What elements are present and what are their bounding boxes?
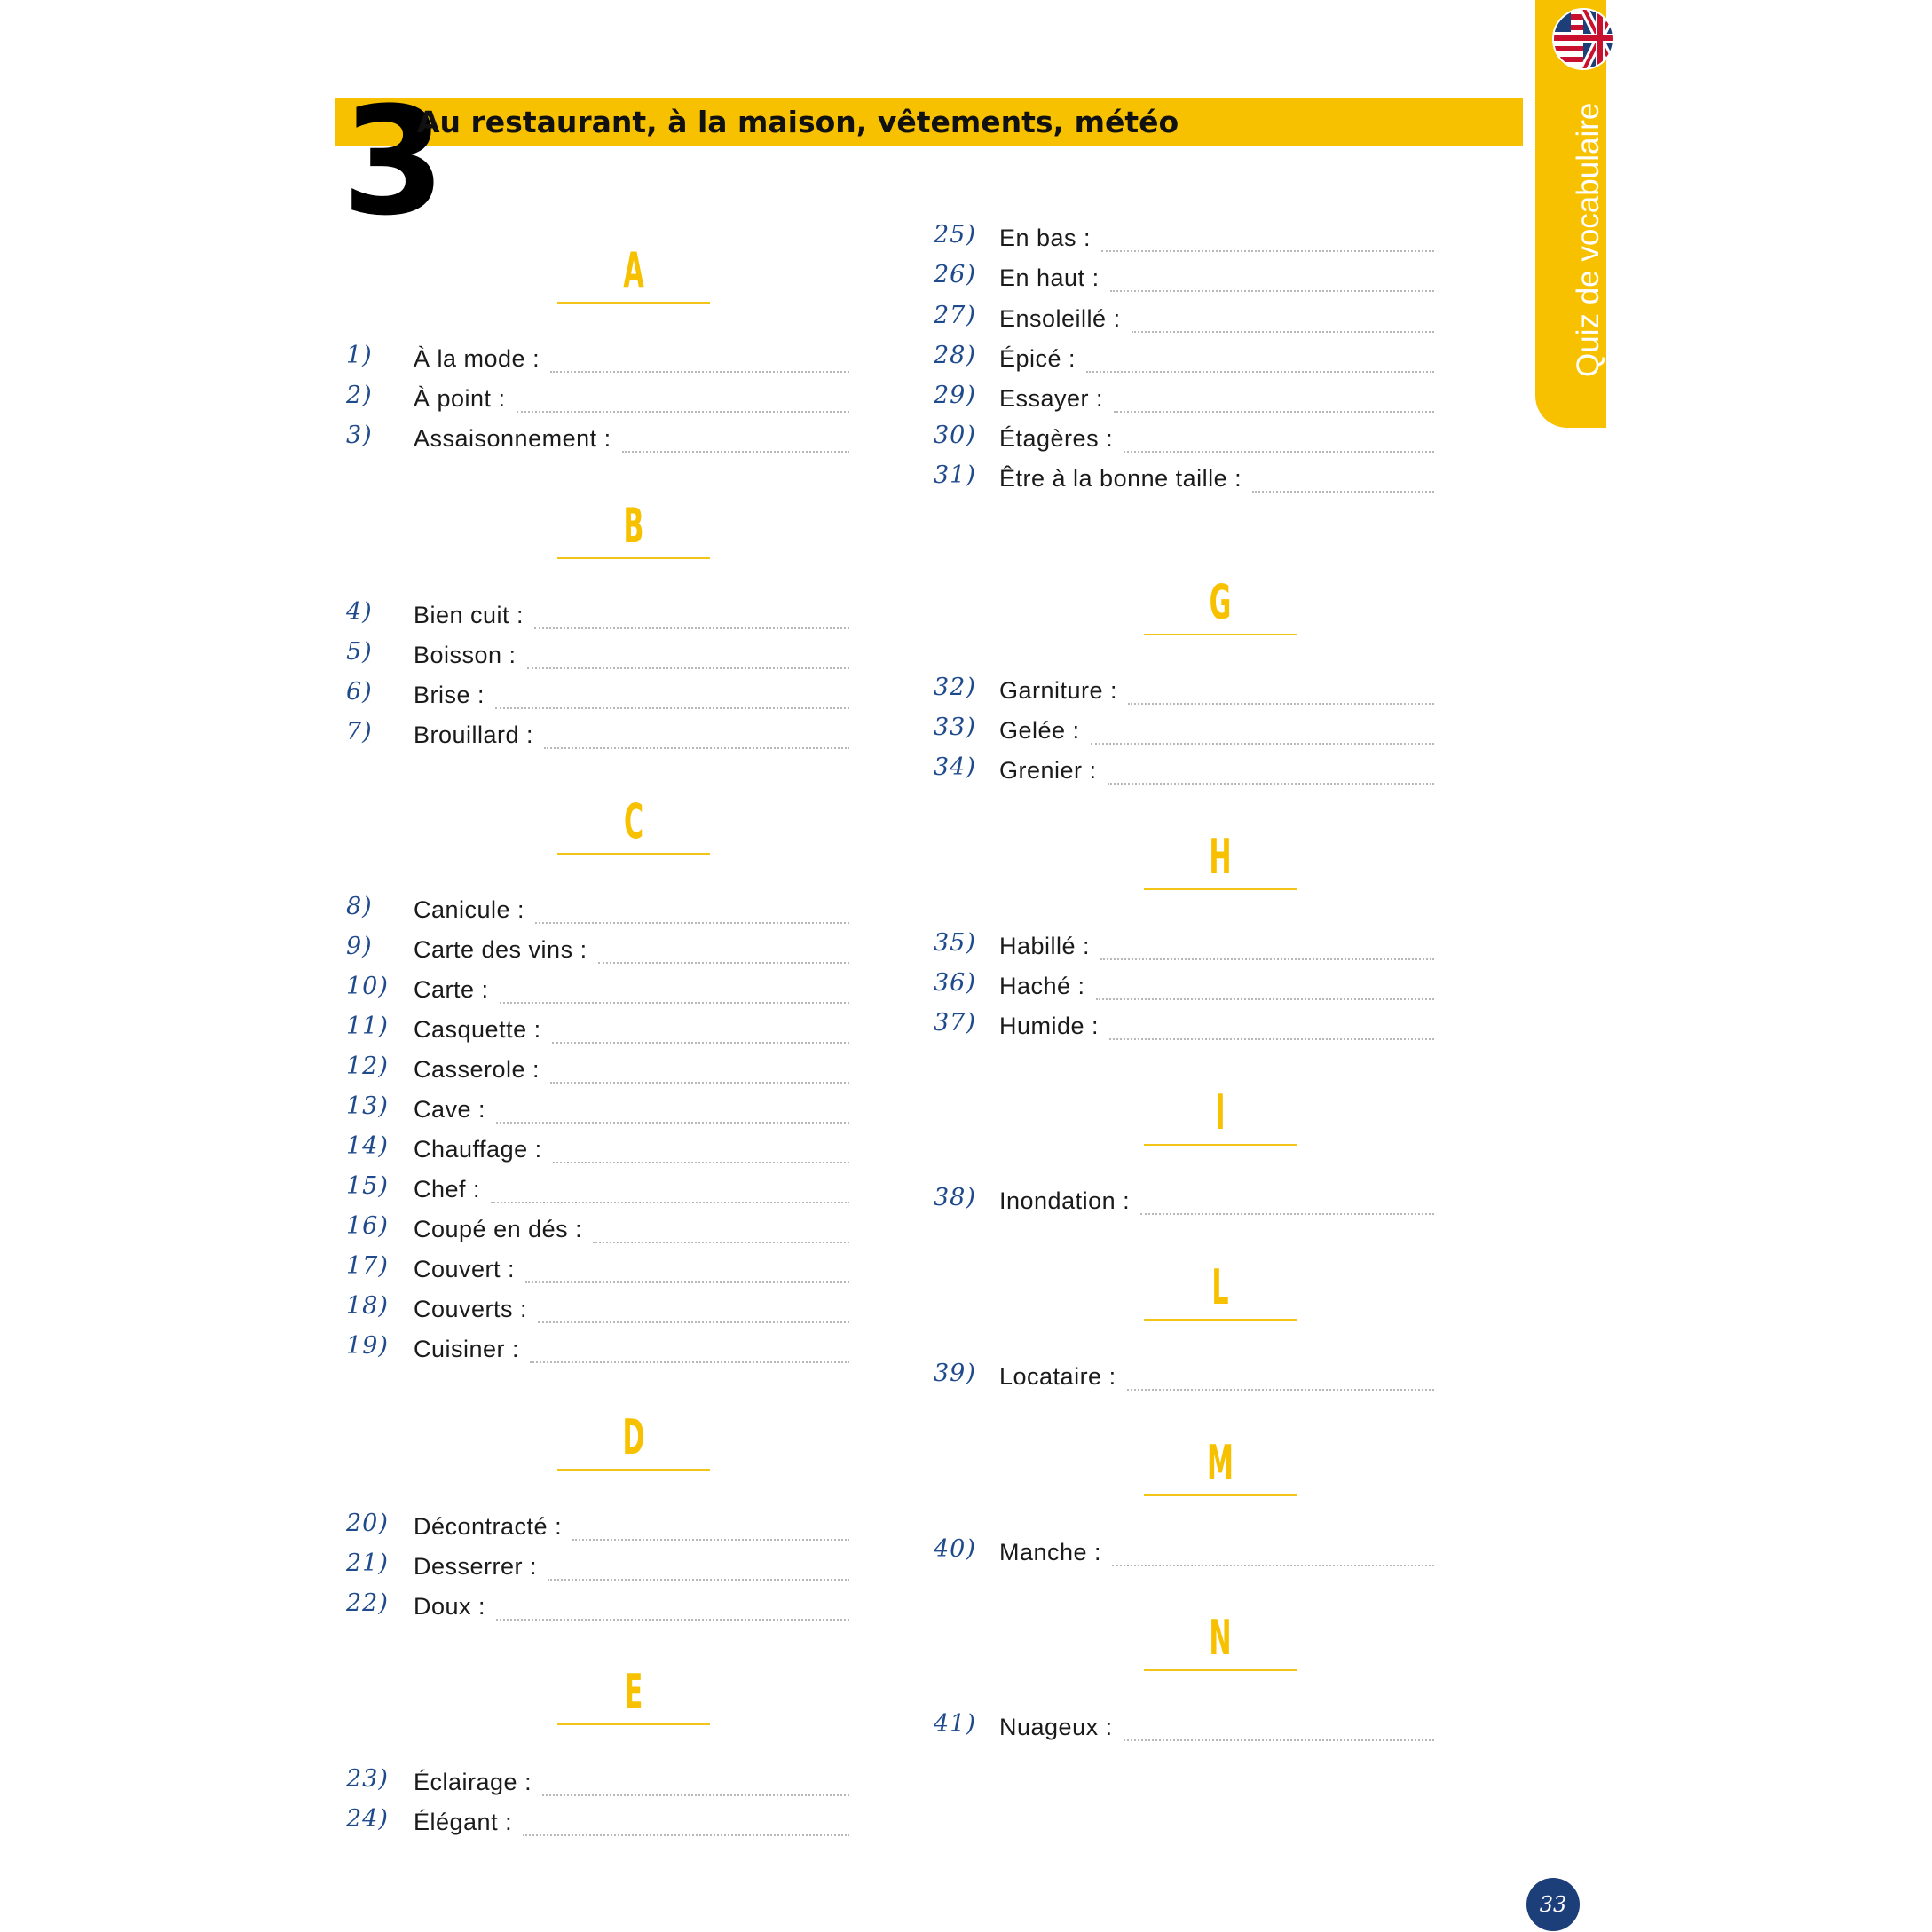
item-number: 13) — [346, 1092, 389, 1120]
item-number: 17) — [346, 1252, 389, 1280]
section-letter: B — [623, 498, 644, 554]
quiz-item — [346, 1763, 849, 1803]
item-number: 16) — [346, 1212, 389, 1240]
quiz-item — [346, 1210, 849, 1250]
item-term: Casserole : — [414, 1056, 540, 1083]
quiz-item — [346, 1131, 849, 1171]
answer-line[interactable] — [1114, 411, 1434, 413]
quiz-item — [934, 1534, 1434, 1573]
answer-line[interactable] — [1132, 331, 1434, 333]
item-number: 8) — [346, 893, 373, 920]
item-number: 4) — [346, 598, 373, 626]
quiz-item — [934, 340, 1434, 380]
section-letter-underline — [1144, 1494, 1297, 1496]
item-term: Éclairage : — [414, 1769, 532, 1795]
quiz-item — [346, 1290, 849, 1330]
section-letter: L — [1211, 1259, 1229, 1315]
item-term: Manche : — [999, 1539, 1102, 1565]
item-number: 27) — [934, 302, 976, 329]
quiz-item — [934, 1358, 1434, 1398]
answer-line[interactable] — [550, 371, 849, 373]
section-letter-underline — [557, 302, 710, 304]
section-letter-underline — [557, 557, 710, 559]
item-number: 41) — [934, 1710, 976, 1738]
item-term: Épicé : — [999, 345, 1076, 372]
item-term: À la mode : — [414, 345, 540, 372]
item-term: Couverts : — [414, 1296, 528, 1322]
answer-line[interactable] — [622, 451, 849, 453]
quiz-item — [934, 219, 1434, 259]
answer-line[interactable] — [534, 627, 849, 629]
quiz-item — [346, 1171, 849, 1210]
answer-line[interactable] — [1101, 250, 1434, 252]
answer-line[interactable] — [1124, 451, 1434, 453]
item-term: Humide : — [999, 1013, 1100, 1039]
item-number: 36) — [934, 969, 976, 997]
section-letter-underline — [1144, 1669, 1297, 1671]
item-number: 19) — [346, 1332, 389, 1360]
item-number: 38) — [934, 1184, 976, 1211]
quiz-item — [934, 1182, 1434, 1222]
section-letter: I — [1215, 1084, 1226, 1140]
answer-line[interactable] — [500, 1002, 849, 1004]
item-term: Gelée : — [999, 717, 1080, 744]
item-term: Chef : — [414, 1176, 481, 1203]
chapter-title: Au restaurant, à la maison, vêtements, météo — [417, 105, 1179, 139]
item-term: Bien cuit : — [414, 602, 524, 628]
quiz-item — [346, 971, 849, 1011]
quiz-item — [346, 931, 849, 971]
answer-line[interactable] — [1124, 1739, 1434, 1741]
item-number: 34) — [934, 753, 976, 781]
answer-line[interactable] — [548, 1579, 849, 1581]
item-number: 33) — [934, 714, 976, 741]
quiz-item — [934, 927, 1434, 967]
side-tab-label: Quiz de vocabulaire — [1571, 102, 1605, 377]
item-term: Grenier : — [999, 757, 1097, 784]
item-number: 39) — [934, 1360, 976, 1387]
item-number: 6) — [346, 678, 373, 706]
answer-line[interactable] — [538, 1321, 849, 1323]
quiz-item — [346, 1051, 849, 1091]
item-number: 3) — [346, 422, 373, 449]
item-number: 9) — [346, 933, 373, 960]
item-term: Brise : — [414, 682, 485, 708]
item-term: Cave : — [414, 1096, 486, 1123]
answer-line[interactable] — [527, 667, 849, 669]
item-number: 5) — [346, 638, 373, 666]
item-number: 10) — [346, 973, 389, 1000]
section-letter: N — [1209, 1610, 1232, 1666]
item-term: Canicule : — [414, 896, 525, 923]
section-letter: G — [1209, 574, 1232, 630]
quiz-item — [346, 891, 849, 931]
answer-line[interactable] — [1127, 1389, 1434, 1391]
item-term: Inondation : — [999, 1187, 1131, 1214]
item-term: Élégant : — [414, 1809, 513, 1835]
section-letter: C — [623, 793, 644, 849]
answer-line[interactable] — [523, 1834, 849, 1836]
item-term: Assaisonnement : — [414, 425, 611, 452]
item-number: 24) — [346, 1805, 389, 1833]
item-number: 32) — [934, 674, 976, 701]
item-number: 37) — [934, 1009, 976, 1037]
answer-line[interactable] — [593, 1242, 849, 1243]
item-term: Carte : — [414, 976, 489, 1003]
quiz-item — [346, 716, 849, 756]
item-number: 23) — [346, 1765, 389, 1793]
quiz-item — [346, 596, 849, 636]
item-term: Cuisiner : — [414, 1336, 520, 1362]
item-number: 2) — [346, 382, 373, 409]
section-letter: E — [624, 1664, 643, 1720]
answer-line[interactable] — [1112, 1565, 1434, 1566]
answer-line[interactable] — [1100, 958, 1434, 960]
quiz-item — [934, 1708, 1434, 1748]
item-number: 26) — [934, 261, 976, 288]
item-number: 7) — [346, 718, 373, 745]
answer-line[interactable] — [553, 1162, 849, 1163]
us-uk-flag-icon — [1551, 7, 1615, 71]
answer-line[interactable] — [1128, 703, 1434, 705]
section-letter-underline — [1144, 1144, 1297, 1146]
answer-line[interactable] — [1108, 783, 1434, 785]
item-number: 11) — [346, 1013, 389, 1040]
section-letter: H — [1209, 829, 1232, 885]
item-term: Boisson : — [414, 642, 517, 668]
item-term: Brouillard : — [414, 722, 534, 748]
item-number: 40) — [934, 1535, 976, 1563]
answer-line[interactable] — [517, 411, 849, 413]
section-letter-underline — [557, 1723, 710, 1725]
answer-line[interactable] — [535, 922, 849, 924]
item-number: 31) — [934, 461, 976, 489]
item-term: Garniture : — [999, 677, 1118, 704]
quiz-item — [934, 300, 1434, 340]
item-term: En haut : — [999, 264, 1100, 291]
quiz-item — [934, 380, 1434, 420]
item-term: En bas : — [999, 225, 1092, 251]
answer-line[interactable] — [552, 1042, 849, 1044]
quiz-item — [346, 1508, 849, 1548]
answer-line[interactable] — [1086, 371, 1434, 373]
item-term: Essayer : — [999, 385, 1104, 412]
answer-line[interactable] — [542, 1794, 849, 1796]
quiz-item — [346, 420, 849, 460]
answer-line[interactable] — [495, 707, 849, 709]
answer-line[interactable] — [1140, 1213, 1434, 1215]
chapter-number: 3 — [342, 75, 446, 248]
quiz-item — [346, 340, 849, 380]
quiz-item — [346, 380, 849, 420]
section-letter-underline — [557, 853, 710, 855]
quiz-item — [934, 712, 1434, 752]
item-number: 15) — [346, 1172, 389, 1200]
answer-line[interactable] — [1096, 998, 1434, 1000]
section-letter-underline — [1144, 888, 1297, 890]
quiz-item — [346, 1091, 849, 1131]
item-number: 35) — [934, 929, 976, 957]
item-term: Desserrer : — [414, 1553, 538, 1580]
answer-line[interactable] — [491, 1202, 849, 1203]
item-number: 14) — [346, 1132, 389, 1160]
quiz-item — [346, 676, 849, 716]
answer-line[interactable] — [496, 1619, 849, 1621]
item-term: Couvert : — [414, 1256, 516, 1282]
quiz-item — [934, 420, 1434, 460]
quiz-item — [934, 460, 1434, 500]
quiz-item — [346, 1548, 849, 1588]
item-number: 1) — [346, 342, 373, 369]
item-number: 21) — [346, 1550, 389, 1577]
answer-line[interactable] — [1109, 1038, 1434, 1040]
answer-line[interactable] — [544, 747, 849, 749]
quiz-item — [934, 672, 1434, 712]
item-term: Décontracté : — [414, 1513, 563, 1540]
item-term: À point : — [414, 385, 506, 412]
item-number: 30) — [934, 422, 976, 449]
item-number: 25) — [934, 221, 976, 248]
section-letter: A — [623, 242, 644, 298]
quiz-item — [346, 1250, 849, 1290]
quiz-item — [934, 967, 1434, 1007]
item-number: 18) — [346, 1292, 389, 1320]
quiz-item — [346, 1330, 849, 1370]
item-number: 29) — [934, 382, 976, 409]
quiz-item — [346, 1803, 849, 1843]
quiz-item — [934, 259, 1434, 299]
item-term: Doux : — [414, 1593, 486, 1620]
item-term: Casquette : — [414, 1016, 541, 1043]
item-term: Ensoleillé : — [999, 305, 1121, 332]
answer-line[interactable] — [530, 1361, 849, 1363]
item-number: 28) — [934, 342, 976, 369]
item-number: 20) — [346, 1510, 389, 1537]
quiz-item — [346, 1588, 849, 1628]
item-term: Carte des vins : — [414, 936, 587, 963]
item-term: Chauffage : — [414, 1136, 542, 1163]
answer-line[interactable] — [1110, 290, 1434, 292]
answer-line[interactable] — [1091, 743, 1434, 745]
answer-line[interactable] — [598, 962, 849, 964]
item-term: Étagères : — [999, 425, 1114, 452]
quiz-item — [934, 1007, 1434, 1047]
item-number: 12) — [346, 1053, 389, 1080]
answer-line[interactable] — [550, 1082, 849, 1084]
item-term: Nuageux : — [999, 1714, 1113, 1740]
quiz-item — [934, 752, 1434, 792]
answer-line[interactable] — [1252, 491, 1434, 493]
item-term: Être à la bonne taille : — [999, 465, 1242, 492]
page-number: 33 — [1526, 1878, 1580, 1931]
section-letter-underline — [1144, 1319, 1297, 1321]
item-term: Locataire : — [999, 1363, 1116, 1390]
quiz-item — [346, 1011, 849, 1051]
answer-line[interactable] — [525, 1281, 849, 1283]
answer-line[interactable] — [496, 1122, 849, 1124]
item-term: Haché : — [999, 973, 1085, 999]
section-letter: M — [1207, 1435, 1234, 1491]
section-letter: D — [622, 1409, 645, 1465]
answer-line[interactable] — [572, 1539, 849, 1541]
item-term: Coupé en dés : — [414, 1216, 583, 1242]
section-letter-underline — [557, 1469, 710, 1471]
item-term: Habillé : — [999, 933, 1091, 959]
section-letter-underline — [1144, 634, 1297, 635]
quiz-item — [346, 636, 849, 676]
item-number: 22) — [346, 1589, 389, 1617]
